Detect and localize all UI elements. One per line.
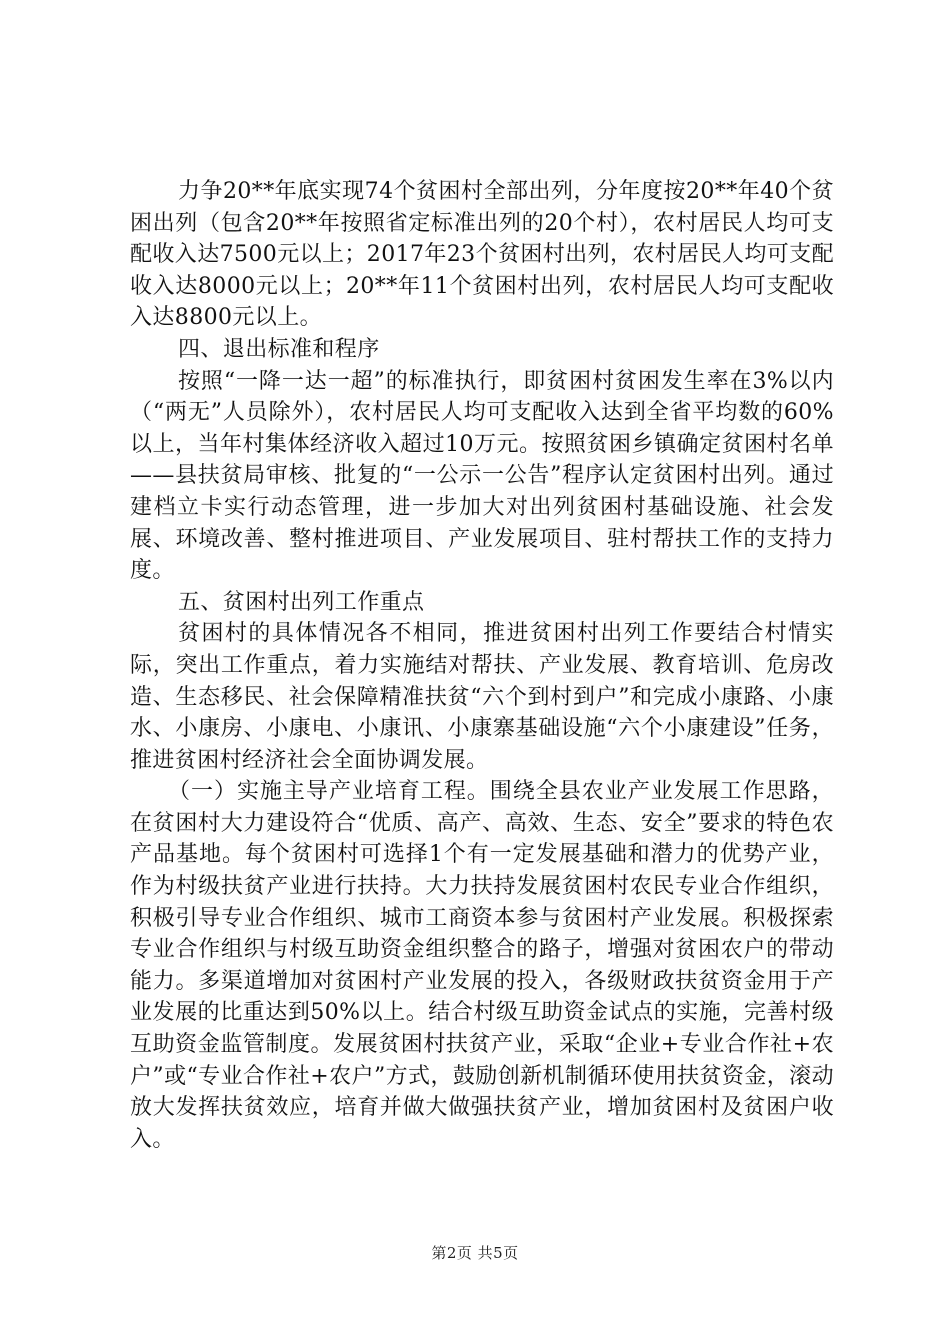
document-body [130, 176, 834, 1155]
paragraph-targets: 力争20**年底实现74个贫困村全部出列，分年度按20**年40个贫困出列（包含20**年按照省定标准出列的20个村），农村居民人均可支配收入达7500元以上；2017年23个贫困村出列，农村居民人均可支配收入达8000元以上；20**年11个贫困村出列，农村居民人均可支配收入达8800元以上。 [130, 179, 834, 331]
paragraph-work-focus: 贫困村的具体情况各不相同，推进贫困村出列工作要结合村情实际，突出工作重点，着力实施结对帮扶、产业发展、教育培训、危房改造、生态移民、社会保障精准扶贫“六个到村到户”和完成小康路、小康水、小康房、小康电、小康讯、小康寨基础设施“六个小康建设”任务，推进贫困村经济社会全面协调发展。 [130, 621, 834, 773]
section-heading-work-focus: 五、贫困村出列工作重点 [178, 589, 425, 615]
paragraph-industry-project: （一）实施主导产业培育工程。围绕全县农业产业发展工作思路，在贫困村大力建设符合“优质、高产、高效、生态、安全”要求的特色农产品基地。每个贫困村可选择1个有一定发展基础和潜力的优势产业，作为村级扶贫产业进行扶持。大力扶持发展贫困村农民专业合作组织，积极引导专业合作组织、城市工商资本参与贫困村产业发展。积极探索专业合作组织与村级互助资金组织整合的路子，增强对贫困农户的带动能力。多渠道增加对贫困村产业发展的投入，各级财政扶贫资金用于产业发展的比重达到50%以上。结合村级互助资金试点的实施，完善村级互助资金监管制度。发展贫困村扶贫产业，采取“企业+专业合作社+农户”或“专业合作社+农户”方式，鼓励创新机制循环使用扶贫资金，滚动放大发挥扶贫效应，培育并做大做强扶贫产业，增加贫困村及贫困户收入。 [130, 779, 834, 1152]
section-heading-exit-standards: 四、退出标准和程序 [178, 336, 380, 362]
page-number-footer: 第2页 共5页 [431, 1244, 519, 1262]
paragraph-exit-standards: 按照“一降一达一超”的标准执行，即贫困村贫困发生率在3%以内（“两无”人员除外），农村居民人均可支配收入达到全省平均数的60%以上，当年村集体经济收入超过10万元。按照贫困乡镇确定贫困村名单——县扶贫局审核、批复的“一公示一公告”程序认定贫困村出列。通过建档立卡实行动态管理，进一步加大对出列贫困村基础设施、社会发展、环境改善、整村推进项目、产业发展项目、驻村帮扶工作的支持力度。 [130, 368, 834, 584]
